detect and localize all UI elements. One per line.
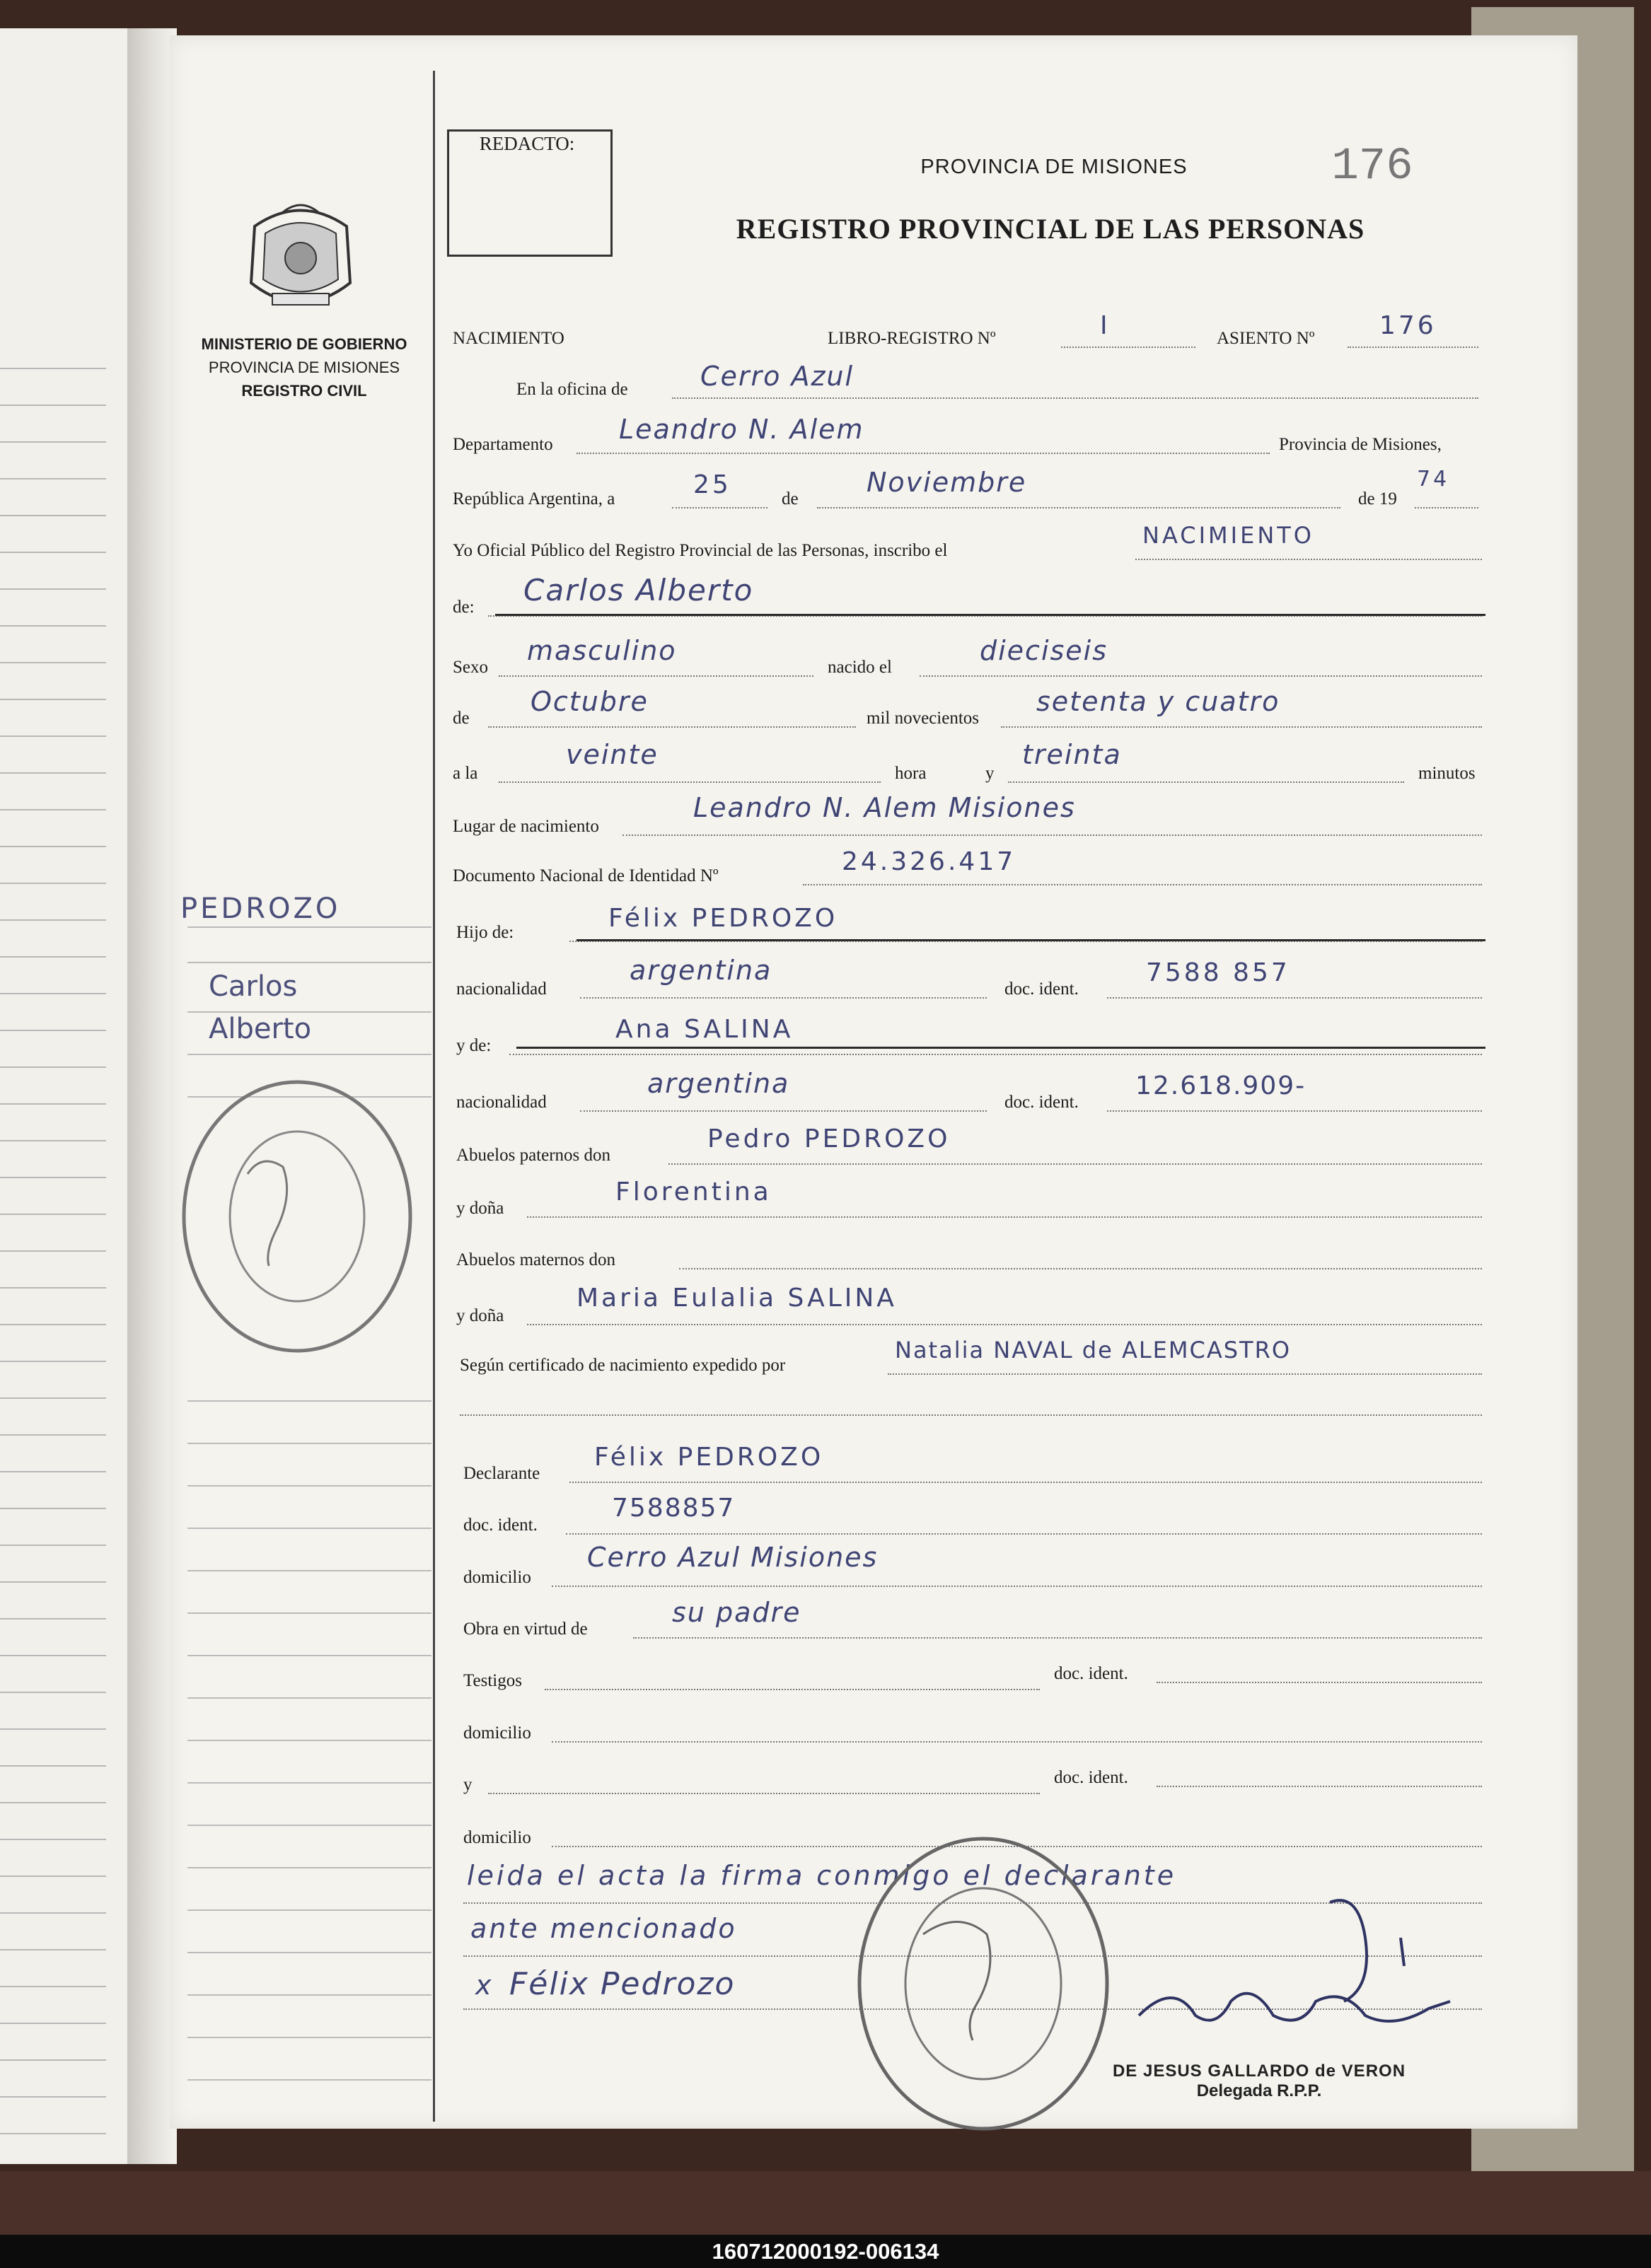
doc-testigo-1-line bbox=[1157, 1682, 1482, 1683]
hora-label: hora bbox=[895, 764, 927, 783]
margin-line bbox=[187, 1740, 431, 1741]
doc-testigo-2-label: doc. ident. bbox=[1054, 1768, 1128, 1787]
father-value: Félix PEDROZO bbox=[608, 904, 838, 933]
nacido-label: nacido el bbox=[828, 658, 892, 677]
margin-line bbox=[187, 1697, 431, 1699]
sexo-line bbox=[499, 675, 813, 677]
sexo-value: masculino bbox=[527, 635, 677, 666]
domicilio-line bbox=[552, 1586, 1482, 1587]
de-label: de bbox=[782, 489, 799, 508]
book-cover-bottom bbox=[0, 2171, 1651, 2235]
section-rule bbox=[516, 1047, 1485, 1049]
ministry-heading bbox=[177, 332, 431, 402]
margin-line bbox=[187, 926, 431, 928]
ministry-line-3: REGISTRO CIVIL bbox=[241, 382, 367, 400]
y-label: y bbox=[985, 764, 995, 783]
minutos-value: treinta bbox=[1022, 739, 1122, 770]
oficina-label: En la oficina de bbox=[516, 380, 628, 399]
libro-registro-label: LIBRO-REGISTRO Nº bbox=[828, 329, 996, 348]
mil-novecientos-label: mil novecientos bbox=[867, 709, 979, 728]
hora-line bbox=[499, 781, 881, 783]
lugar-value: Leandro N. Alem Misiones bbox=[693, 792, 1076, 823]
section-rule bbox=[577, 939, 1485, 941]
domicilio-label: domicilio bbox=[463, 1568, 531, 1587]
margin-line bbox=[187, 1054, 431, 1055]
domicilio-testigo-1-label: domicilio bbox=[463, 1723, 531, 1743]
asiento-label: ASIENTO Nº bbox=[1217, 329, 1315, 348]
minutos-label: minutos bbox=[1418, 764, 1476, 783]
dni-label: Documento Nacional de Identidad Nº bbox=[453, 866, 719, 885]
testigos-line bbox=[545, 1689, 1040, 1690]
doc-declarante-value: 7588857 bbox=[612, 1494, 736, 1523]
nacionalidad-1-line bbox=[580, 997, 987, 999]
abuelos-maternos-label: Abuelos maternos don bbox=[456, 1250, 615, 1269]
doc-declarante-label: doc. ident. bbox=[463, 1516, 538, 1535]
lugar-line bbox=[622, 834, 1482, 836]
nacido-value: dieciseis bbox=[980, 635, 1108, 666]
oficina-line bbox=[672, 397, 1478, 399]
child-name-value: Carlos Alberto bbox=[523, 573, 754, 607]
obra-label: Obra en virtud de bbox=[463, 1619, 588, 1639]
domicilio-value: Cerro Azul Misiones bbox=[587, 1542, 879, 1573]
testigos-label: Testigos bbox=[463, 1671, 522, 1690]
year-value: 74 bbox=[1417, 467, 1450, 492]
departamento-line bbox=[577, 453, 1270, 454]
margin-line bbox=[187, 1655, 431, 1656]
birth-year-value: setenta y cuatro bbox=[1036, 686, 1280, 717]
redacto-label: REDACTO: bbox=[479, 133, 575, 154]
birth-year-line bbox=[1001, 726, 1482, 728]
y-dona-1-line bbox=[527, 1216, 1482, 1218]
declarante-label: Declarante bbox=[463, 1464, 540, 1483]
nacimiento-label: NACIMIENTO bbox=[453, 329, 564, 348]
provincia-suffix: Provincia de Misiones, bbox=[1279, 435, 1442, 454]
declarante-line bbox=[569, 1482, 1482, 1483]
margin-line bbox=[187, 1400, 431, 1402]
y-dona-2-value: Maria Eulalia SALINA bbox=[577, 1284, 897, 1313]
margin-line bbox=[187, 2079, 431, 2081]
obra-line bbox=[633, 1637, 1482, 1639]
doc-testigo-1-label: doc. ident. bbox=[1054, 1664, 1128, 1683]
margin-line bbox=[187, 1612, 431, 1614]
dni-value: 24.326.417 bbox=[842, 847, 1016, 876]
margin-line bbox=[187, 1867, 431, 1868]
obra-value: su padre bbox=[672, 1597, 801, 1628]
certificado-line bbox=[888, 1373, 1482, 1375]
minutos-line bbox=[1008, 781, 1404, 783]
day-value: 25 bbox=[693, 470, 731, 499]
libro-line bbox=[1061, 347, 1195, 348]
ministry-line-2: PROVINCIA DE MISIONES bbox=[208, 359, 400, 376]
birth-month-line bbox=[488, 726, 856, 728]
day-line bbox=[672, 507, 767, 508]
oficial-label: Yo Oficial Público del Registro Provincial de las Personas, inscribo el bbox=[453, 541, 948, 560]
doc-ident-2-label: doc. ident. bbox=[1004, 1093, 1079, 1112]
testigo-2-line bbox=[488, 1793, 1040, 1794]
margin-surname: PEDROZO bbox=[180, 892, 341, 925]
y-dona-1-value: Florentina bbox=[615, 1177, 772, 1206]
y-testigo-2-label: y bbox=[463, 1775, 473, 1794]
nacionalidad-2-label: nacionalidad bbox=[456, 1093, 547, 1112]
birth-month-prefix: de bbox=[453, 709, 470, 728]
abuelos-paternos-line bbox=[668, 1163, 1482, 1165]
certificado-value: Natalia NAVAL de ALEMCASTRO bbox=[895, 1337, 1292, 1363]
oficina-value: Cerro Azul bbox=[700, 361, 855, 392]
margin-line bbox=[187, 1528, 431, 1529]
ala-label: a la bbox=[453, 764, 478, 783]
margin-line bbox=[187, 1443, 431, 1444]
nacionalidad-1-label: nacionalidad bbox=[456, 979, 547, 999]
name-prefix: de: bbox=[453, 598, 475, 617]
margin-given-1: Carlos bbox=[209, 970, 298, 1003]
dni-line bbox=[803, 884, 1482, 885]
doc-declarante-line bbox=[566, 1533, 1482, 1535]
certificado-label: Según certificado de nacimiento expedido por bbox=[460, 1356, 786, 1375]
abuelos-maternos-line bbox=[679, 1268, 1482, 1269]
libro-value: I bbox=[1100, 311, 1111, 340]
margin-line bbox=[187, 1825, 431, 1826]
y-dona-2-line bbox=[527, 1324, 1482, 1325]
abuelos-paternos-value: Pedro PEDROZO bbox=[707, 1124, 951, 1153]
margin-line bbox=[187, 1782, 431, 1784]
nacido-line bbox=[920, 675, 1482, 677]
doc-ident-2-value: 12.618.909- bbox=[1135, 1071, 1307, 1100]
asiento-value: 176 bbox=[1379, 311, 1437, 340]
province-title: PROVINCIA DE MISIONES bbox=[920, 156, 1188, 178]
closing-text-2: ante mencionado bbox=[470, 1913, 737, 1944]
departamento-value: Leandro N. Alem bbox=[619, 414, 864, 445]
margin-line bbox=[187, 2037, 431, 2038]
asiento-line bbox=[1348, 347, 1478, 348]
republica-label: República Argentina, a bbox=[453, 489, 615, 508]
month-value: Noviembre bbox=[867, 467, 1027, 498]
registry-stamp-icon bbox=[170, 1068, 424, 1365]
registry-title: REGISTRO PROVINCIAL DE LAS PERSONAS bbox=[736, 213, 1365, 245]
delegate-stamp bbox=[1061, 2061, 1457, 2101]
birth-month-value: Octubre bbox=[531, 686, 649, 717]
certificado-line-2 bbox=[460, 1414, 1482, 1416]
domicilio-testigo-1-line bbox=[552, 1741, 1482, 1743]
closing-text-1: leida el acta la firma conmigo el declarante bbox=[467, 1860, 1177, 1891]
margin-line bbox=[187, 962, 431, 963]
signature-x: x bbox=[475, 1970, 493, 2001]
year-line bbox=[1415, 507, 1478, 508]
doc-testigo-2-line bbox=[1157, 1786, 1482, 1787]
declarant-signature: Félix Pedrozo bbox=[509, 1966, 736, 2002]
y-de-label: y de: bbox=[456, 1036, 492, 1055]
margin-line bbox=[187, 1909, 431, 1911]
officer-signature-icon bbox=[1132, 1895, 1471, 2051]
ministry-line-1: MINISTERIO DE GOBIERNO bbox=[201, 335, 407, 353]
left-page-lines bbox=[0, 332, 106, 2143]
departamento-label: Departamento bbox=[453, 435, 553, 454]
nacionalidad-1-value: argentina bbox=[630, 955, 772, 986]
mother-line bbox=[509, 1054, 1482, 1055]
month-line bbox=[817, 507, 1340, 508]
margin-given-2: Alberto bbox=[209, 1013, 312, 1045]
nacionalidad-2-line bbox=[580, 1110, 987, 1112]
margin-line bbox=[187, 1570, 431, 1571]
margin-line bbox=[187, 1994, 431, 1996]
y-dona-1-label: y doña bbox=[456, 1199, 504, 1218]
doc-ident-1-value: 7588 857 bbox=[1146, 958, 1290, 987]
sexo-label: Sexo bbox=[453, 658, 488, 677]
section-rule bbox=[495, 614, 1485, 616]
doc-ident-1-label: doc. ident. bbox=[1004, 979, 1079, 999]
delegate-name: DE JESUS GALLARDO de VERON bbox=[1112, 2061, 1406, 2081]
lugar-label: Lugar de nacimiento bbox=[453, 817, 599, 836]
nacionalidad-2-value: argentina bbox=[647, 1068, 790, 1099]
hora-value: veinte bbox=[566, 739, 659, 770]
year-prefix: de 19 bbox=[1358, 489, 1397, 508]
page-number: 176 bbox=[1331, 141, 1413, 192]
hijo-label: Hijo de: bbox=[456, 923, 514, 942]
mother-value: Ana SALINA bbox=[615, 1015, 794, 1044]
margin-line bbox=[187, 1485, 431, 1487]
coat-of-arms-icon bbox=[233, 198, 368, 318]
delegate-title: Delegada R.P.P. bbox=[1196, 2081, 1322, 2100]
oficial-line bbox=[1135, 559, 1482, 560]
domicilio-testigo-2-label: domicilio bbox=[463, 1828, 531, 1847]
image-id-strip: 160712000192-006134 bbox=[0, 2235, 1651, 2268]
abuelos-paternos-label: Abuelos paternos don bbox=[456, 1146, 611, 1165]
doc-ident-1-line bbox=[1107, 997, 1482, 999]
doc-ident-2-line bbox=[1107, 1110, 1482, 1112]
y-dona-2-label: y doña bbox=[456, 1306, 504, 1325]
margin-rule bbox=[433, 71, 435, 2122]
margin-line bbox=[187, 1952, 431, 1953]
oficial-value: NACIMIENTO bbox=[1142, 522, 1314, 549]
declarante-value: Félix PEDROZO bbox=[594, 1443, 824, 1472]
